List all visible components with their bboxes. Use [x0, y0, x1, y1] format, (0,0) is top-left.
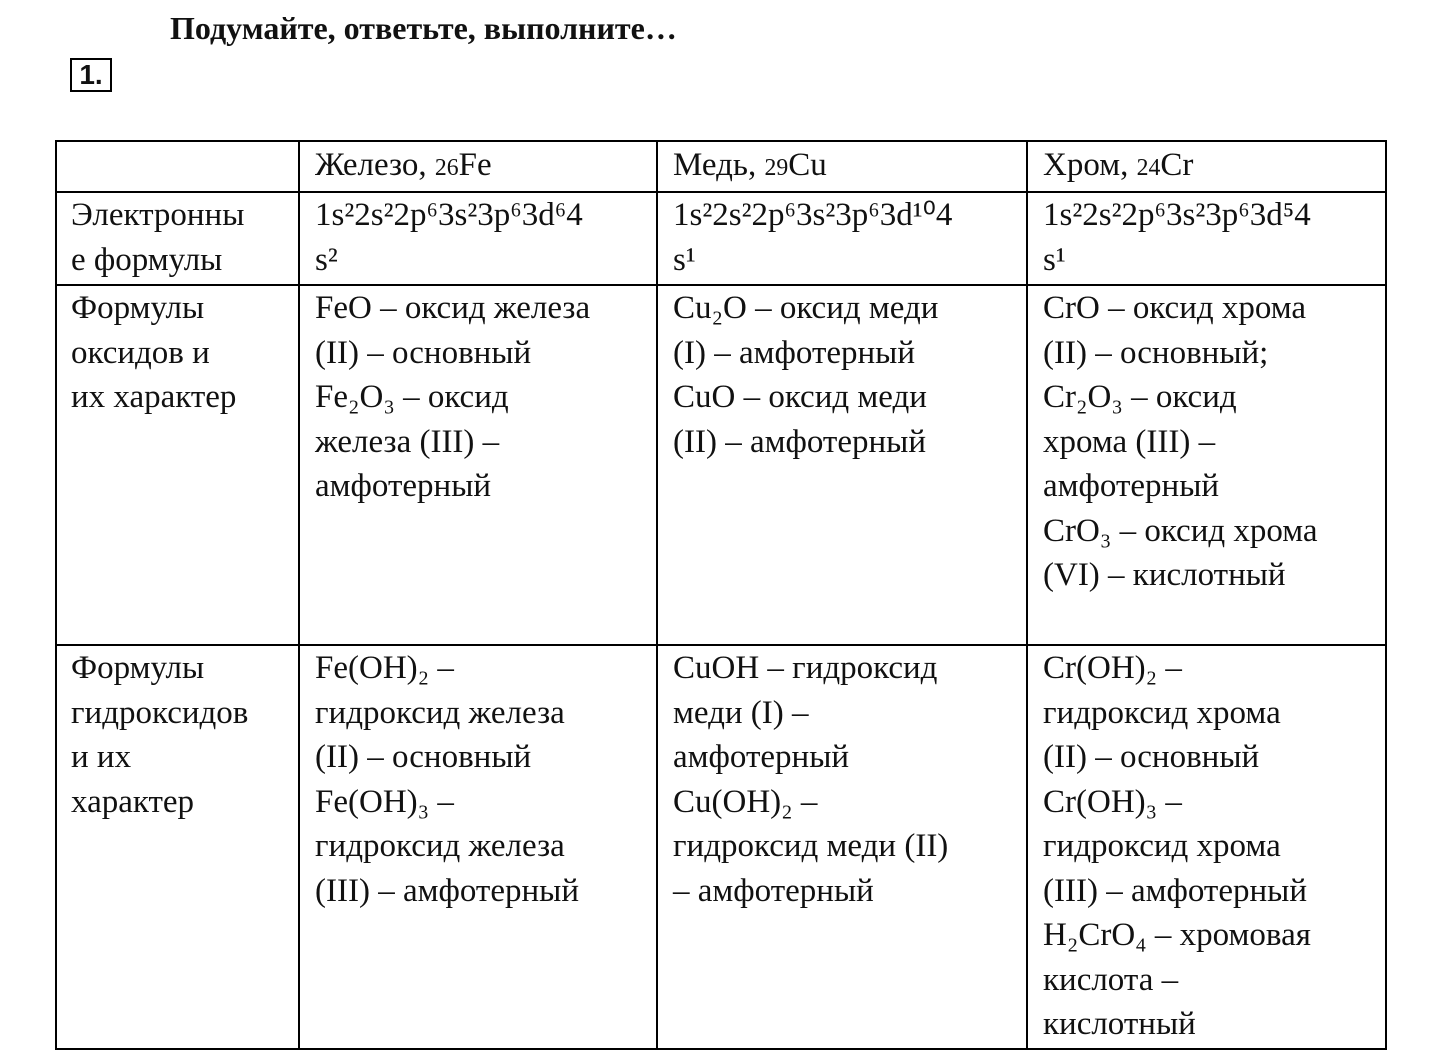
text-line: (I) – амфотерный: [673, 334, 916, 371]
header-copper: [657, 141, 1027, 192]
label-line: их характер: [71, 379, 237, 415]
formula-line: 1s²2s²2p⁶3s²3p⁶3d¹⁰4: [673, 197, 953, 233]
electron-formula-row: [56, 192, 1386, 285]
chromium-electron-formula: [1027, 192, 1386, 285]
text-line: Fe(OH)₂ –: [315, 650, 454, 686]
chromium-atomic-number: 24: [1136, 155, 1161, 181]
text-line: Cr(OH)₂ –: [1043, 650, 1182, 686]
copper-name: Медь,: [673, 147, 765, 183]
formula-line: s²: [315, 241, 338, 278]
text-line: кислотный: [1043, 1006, 1196, 1042]
copper-oxides: [657, 285, 1027, 645]
text-line: амфотерный: [673, 739, 850, 775]
label-line: оксидов и: [71, 334, 210, 371]
text-line: Cr₂O₃ – оксид: [1043, 379, 1237, 415]
text-line: CrO – оксид хрома: [1043, 290, 1307, 326]
header-iron: [299, 141, 657, 192]
formula-line: s¹: [673, 241, 696, 278]
label-line: Электронны: [71, 197, 245, 233]
header-chromium: [1027, 141, 1386, 192]
chromium-symbol: Cr: [1160, 147, 1194, 183]
text-line: меди (I) –: [673, 694, 809, 731]
iron-hydroxides: [299, 645, 657, 1049]
copper-hydroxides: [657, 645, 1027, 1049]
text-line: (II) – амфотерный: [673, 423, 926, 460]
text-line: кислота –: [1043, 961, 1179, 998]
copper-atomic-number: 29: [764, 155, 789, 181]
formula-line: 1s²2s²2p⁶3s²3p⁶3d⁶4: [315, 197, 583, 233]
text-line: CrO₃ – оксид хрома: [1043, 512, 1318, 549]
text-line: Cu(OH)₂ –: [673, 783, 818, 820]
text-line: гидроксид хрома: [1043, 694, 1281, 731]
text-line: – амфотерный: [673, 872, 874, 909]
text-line: гидроксид хрома: [1043, 828, 1281, 864]
oxides-row: [56, 285, 1386, 645]
text-line: амфотерный: [315, 468, 492, 504]
text-line: гидроксид железа: [315, 694, 565, 731]
oxides-label: [56, 285, 299, 645]
label-line: гидроксидов: [71, 694, 249, 731]
iron-symbol: Fe: [458, 147, 492, 183]
text-line: FeO – оксид железа: [315, 290, 591, 326]
text-line: (II) – основный;: [1043, 334, 1269, 371]
formula-line: s¹: [1043, 241, 1066, 278]
text-line: железа (III) –: [315, 423, 500, 460]
label-line: е формулы: [71, 241, 223, 278]
copper-electron-formula: [657, 192, 1027, 285]
text-line: хрома (III) –: [1043, 423, 1216, 460]
text-line: CuO – оксид меди: [673, 379, 927, 415]
formula-line: 1s²2s²2p⁶3s²3p⁶3d⁵4: [1043, 197, 1311, 233]
iron-atomic-number: 26: [434, 155, 459, 181]
electron-formula-label: [56, 192, 299, 285]
iron-name: Железо,: [315, 147, 435, 183]
text-line: (III) – амфотерный: [1043, 872, 1307, 909]
label-line: и их: [71, 739, 132, 775]
text-line: Cr(OH)₃ –: [1043, 783, 1182, 820]
elements-table: [55, 140, 1387, 1050]
hydroxides-label: [56, 645, 299, 1049]
chromium-name: Хром,: [1043, 147, 1137, 183]
header-empty-cell: [56, 141, 299, 192]
text-line: (II) – основный: [315, 334, 532, 371]
iron-electron-formula: [299, 192, 657, 285]
header-row: [56, 141, 1386, 192]
text-line: (VI) – кислотный: [1043, 557, 1286, 593]
task-number: 1.: [70, 58, 112, 92]
text-line: CuOH – гидроксид: [673, 650, 938, 686]
label-line: характер: [71, 783, 195, 820]
chromium-oxides: [1027, 285, 1386, 645]
text-line: гидроксид железа: [315, 828, 565, 864]
text-line: H₂CrO₄ – хромовая: [1043, 917, 1311, 953]
chromium-hydroxides: [1027, 645, 1386, 1049]
text-line: Fe(OH)₃ –: [315, 783, 454, 820]
text-line: Cu₂O – оксид меди: [673, 290, 939, 326]
label-line: Формулы: [71, 290, 205, 326]
text-line: (III) – амфотерный: [315, 872, 579, 909]
hydroxides-row: [56, 645, 1386, 1049]
iron-oxides: [299, 285, 657, 645]
copper-symbol: Cu: [788, 147, 827, 183]
text-line: (II) – основный: [315, 739, 532, 775]
text-line: Fe₂O₃ – оксид: [315, 379, 509, 415]
text-line: (II) – основный: [1043, 739, 1260, 775]
text-line: гидроксид меди (II): [673, 828, 949, 864]
text-line: амфотерный: [1043, 468, 1220, 504]
page-heading: Подумайте, ответьте, выполните…: [170, 10, 677, 46]
label-line: Формулы: [71, 650, 205, 686]
